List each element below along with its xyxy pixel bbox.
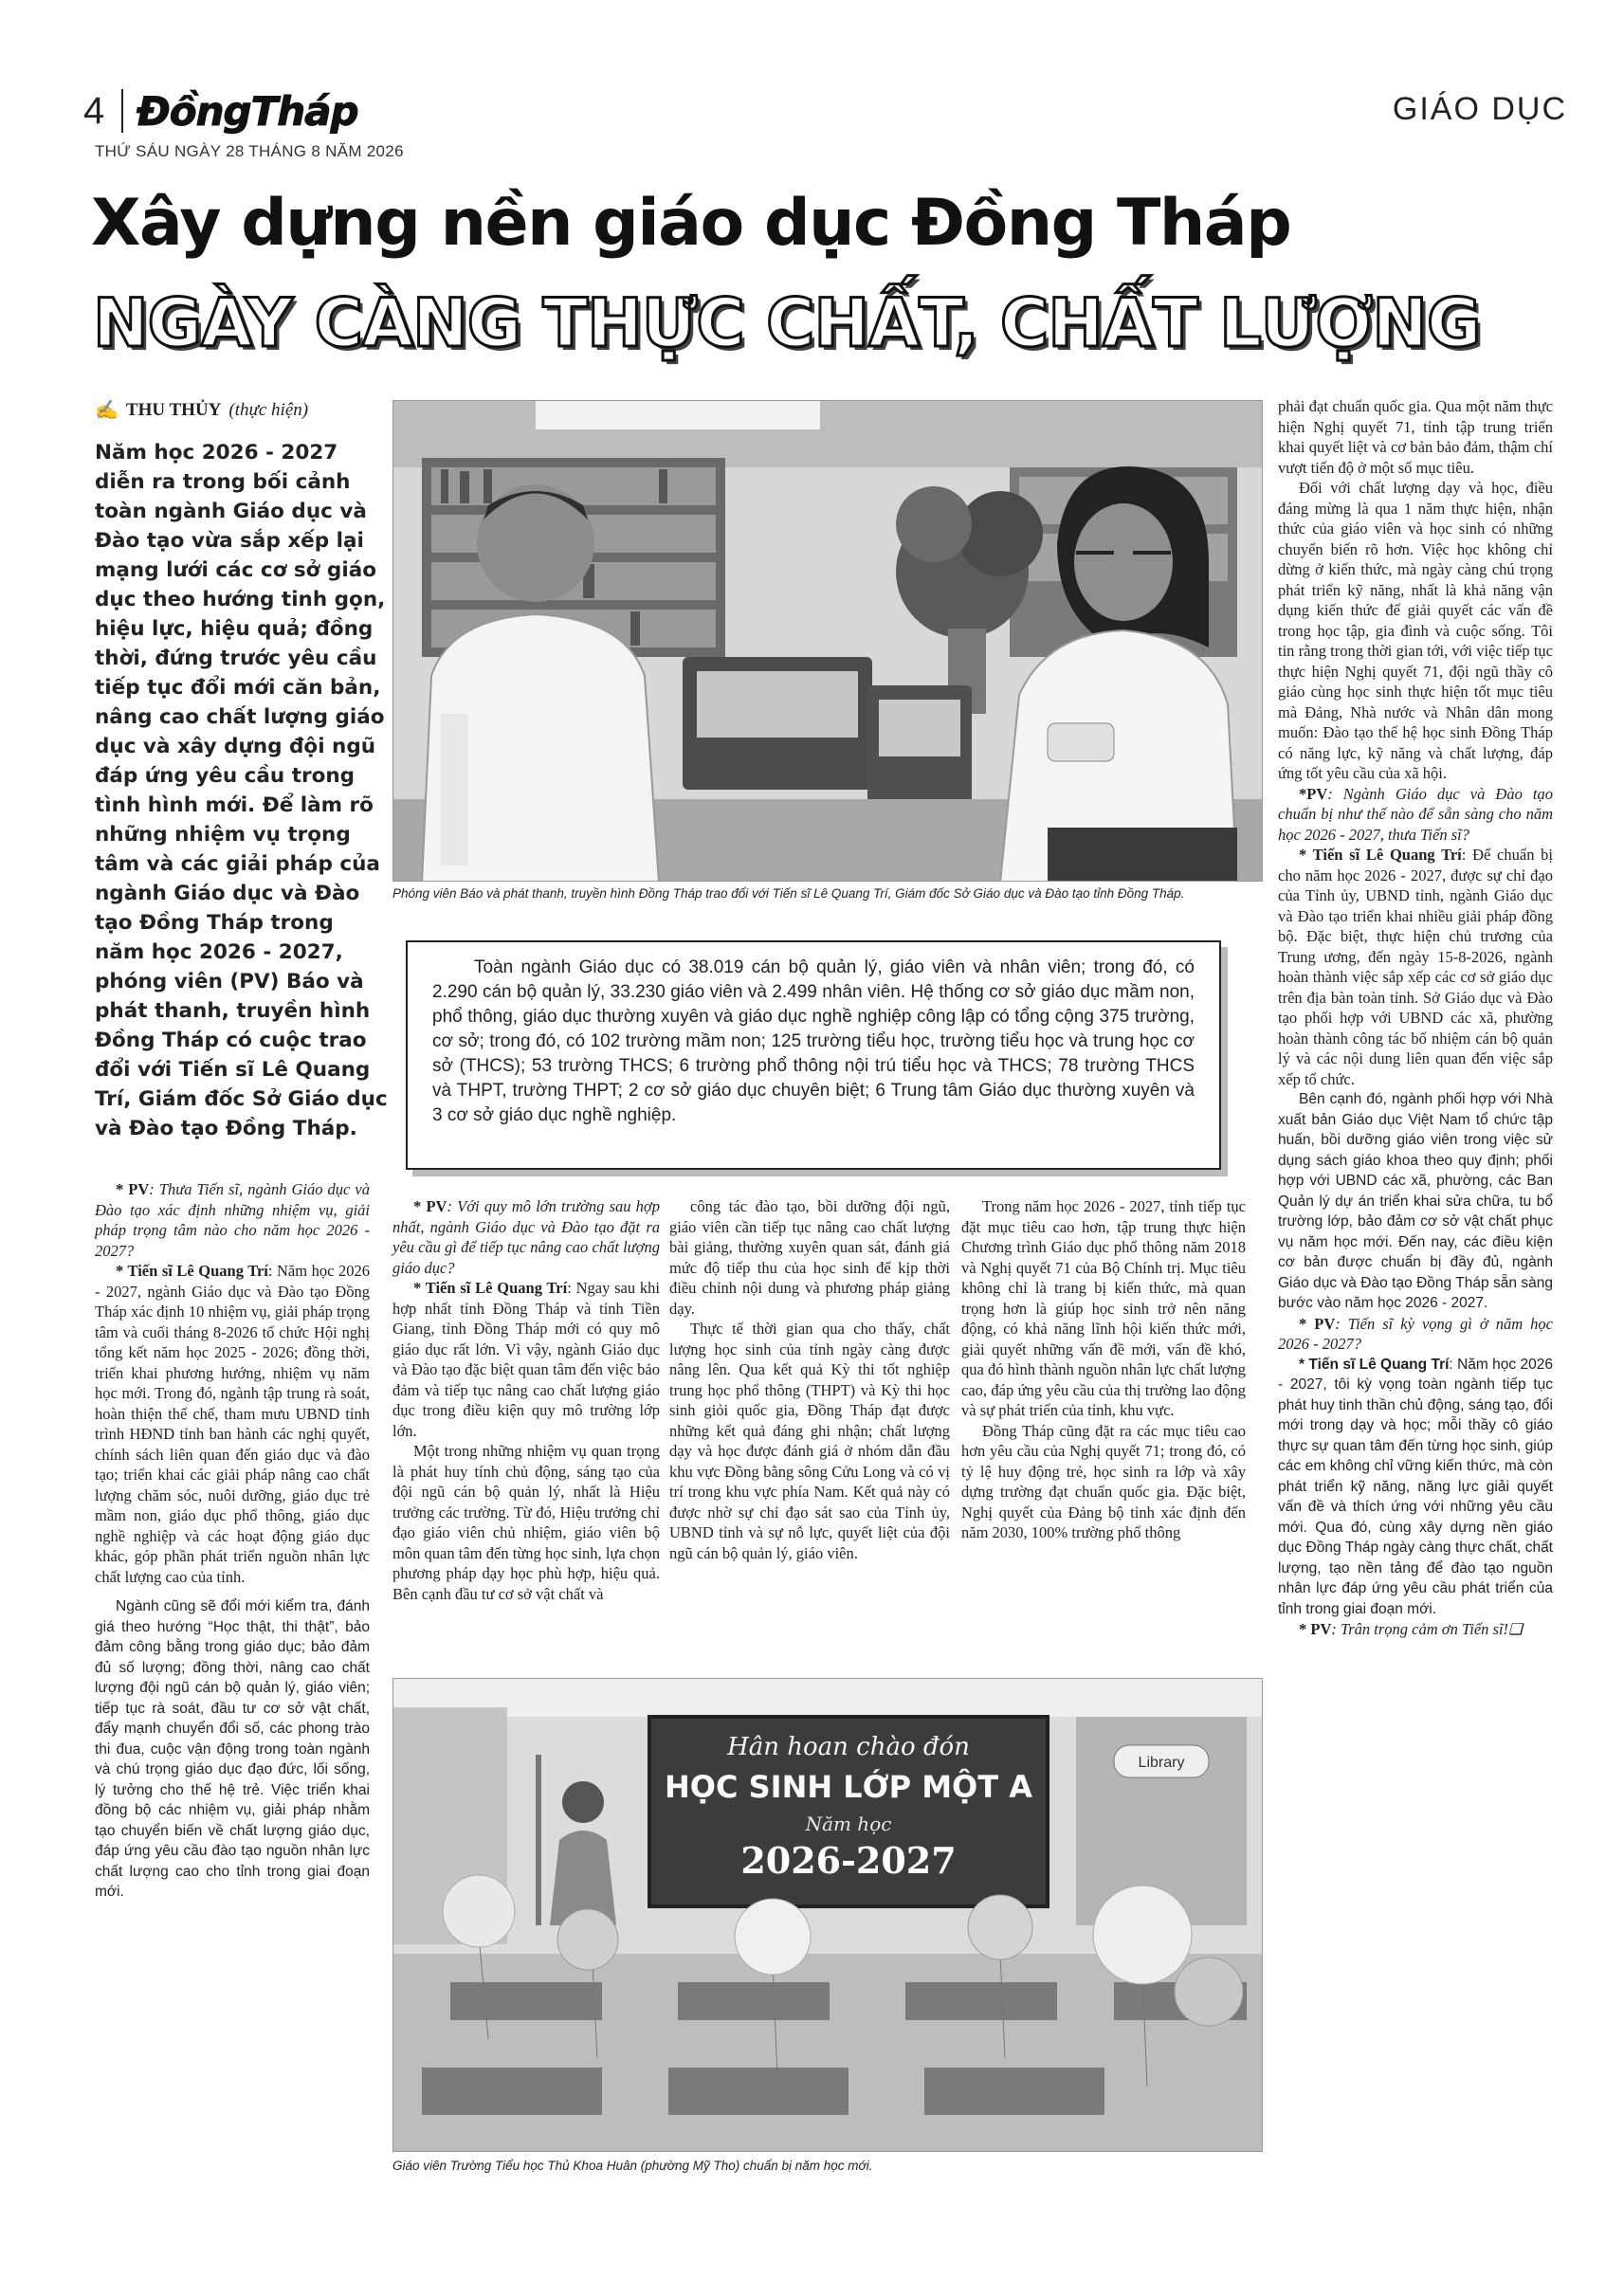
- board-text-line2: HỌC SINH LỚP MỘT A: [665, 1769, 1032, 1805]
- answer-3-label: * Tiến sĩ Lê Quang Trí: [1299, 846, 1462, 864]
- answer-2-text: : Ngay sau khi hợp nhất tỉnh Đồng Tháp và tỉnh Tiền Giang, tỉnh Đồng Tháp mới có quy mô giáo dục rất lớn. Vì vậy, ngành Giáo dục và Đào tạo đặc biệt quan tâm đến việc bảo đảm và tiếp tục nâng cao chất lượng giáo dục trong điều kiện quy mô trường lớp lớn.: [392, 1279, 661, 1440]
- board-text-line3: Năm học: [805, 1813, 892, 1835]
- classroom-photo: [392, 1678, 1263, 2152]
- answer-1-para-2: Ngành cũng sẽ đổi mới kiểm tra, đánh giá theo hướng “Học thật, thi thật”, bảo đảm công bằng trong giáo dục; bảo đảm đủ số lượng; đồng thời, nâng cao chất lượng đội ngũ cán bộ quản lý, giáo viên; tiếp tục rà soát, đầu tư cơ sở vật chất, đẩy mạnh chuyển đổi số, các phong trào thi đua, cuộc vận động trong toàn ngành và chú trọng giáo dục đạo đức, lối sống, lý tưởng cho thế hệ trẻ. Việc triển khai đồng bộ các nhiệm vụ, giải pháp nhằm tạo chuyển biến về chất lượng giáo dục, đáp ứng yêu cầu đào tạo nguồn nhân lực chất lượng cao cho tỉnh trong giai đoạn mới.: [95, 1598, 370, 1900]
- question-2-label: * PV: [413, 1197, 447, 1215]
- question-3: [1278, 784, 1553, 846]
- classroom-photo-image: [393, 1679, 1263, 2152]
- article-lead: Năm học 2026 - 2027 diễn ra trong bối cảnh toàn ngành Giáo dục và Đào tạo vừa sắp xếp lại mạng lưới các cơ sở giáo dục theo hướng tinh gọn, hiệu lực, hiệu quả; đồng thời, đứng trước yêu cầu tiếp tục đổi mới căn bản, nâng cao chất lượng giáo dục và xây dựng đội ngũ đáp ứng yêu cầu trong tình hình mới. Để làm rõ những nhiệm vụ trọng tâm và các giải pháp của ngành Giáo dục và Đào tạo Đồng Tháp trong năm học 2026 - 2027, phóng viên (PV) Báo và phát thanh, truyền hình Đồng Tháp có cuộc trao đổi với Tiến sĩ Lê Quang Trí, Giám đốc Sở Giáo dục và Đào tạo Đồng Tháp.: [95, 441, 388, 1140]
- answer-1-label: * Tiến sĩ Lê Quang Trí: [116, 1262, 268, 1280]
- byline-author: THU THỦY: [125, 399, 222, 420]
- brand-logo: ĐồngTháp: [137, 87, 358, 135]
- column-4-para-1: Trong năm học 2026 - 2027, tỉnh tiếp tục đặt mục tiêu cao hơn, tập trung thực hiện Chương trình Giáo dục phổ thông năm 2018 và Nghị quyết 71 của Bộ Chính trị. Mục tiêu không chỉ là trang bị kiến thức, mà quan trọng hơn là giúp học sinh trở nên năng động, có khả năng lĩnh hội kiến thức mới, giải quyết những vấn đề mới, vấn đề khó, qua đó hình thành nguồn nhân lực chất lượng cao, đáp ứng yêu cầu của thị trường lao động và sự phát triển của tỉnh, khu vực.: [961, 1197, 1246, 1419]
- question-1-text: : Thưa Tiến sĩ, ngành Giáo dục và Đào tạo xác định những nhiệm vụ, giải pháp trọng tâm nào cho năm học 2026 - 2027?: [95, 1180, 370, 1260]
- column-3-para-2: Thực tế thời gian qua cho thấy, chất lượng học sinh của tỉnh ngày càng được nâng lên. Qua kết quả Kỳ thi tốt nghiệp trung học phổ thông (THPT) và Kỳ thi học sinh giỏi quốc gia, Đồng Tháp đạt được những kết quả đáng ghi nhận; chất lượng dạy và học được đánh giá ở nhóm dẫn đầu khu vực Đồng bằng sông Cửu Long và có vị trí trong khu vực phía Nam. Kết quả này có được nhờ sự chỉ đạo sát sao của Tỉnh ủy, UBND tỉnh và sự nỗ lực, quyết liệt của đội ngũ cán bộ quản lý, giáo viên.: [669, 1320, 950, 1562]
- section-label: GIÁO DỤC: [1392, 91, 1567, 127]
- question-4: [1278, 1314, 1553, 1355]
- column-5: [1278, 396, 1553, 1640]
- answer-2-label: * Tiến sĩ Lê Quang Trí: [413, 1279, 568, 1297]
- question-4-text: : Tiến sĩ kỳ vọng gì ở năm học 2026 - 2027?: [1278, 1314, 1553, 1353]
- closing-line: [1278, 1619, 1553, 1640]
- headline-line2: NGÀY CÀNG THỰC CHẤT, CHẤT LƯỢNG: [93, 284, 1481, 362]
- column-5-para-1: phải đạt chuẩn quốc gia. Qua một năm thực hiện Nghị quyết 71, tỉnh tập trung triển khai quyết liệt và cơ bản bảo đảm, thậm chí vượt tiến độ ở một số mục tiêu.: [1278, 397, 1553, 477]
- column-4-para-2: Đồng Tháp cũng đặt ra các mục tiêu cao hơn yêu cầu của Nghị quyết 71; trong đó, có tỷ lệ huy động trẻ, học sinh ra lớp và xây dựng trường đạt chuẩn quốc gia. Đặc biệt, Nghị quyết của Đảng bộ tỉnh xác định đến năm 2030, 100% trường phổ thông: [961, 1421, 1246, 1541]
- column-1: [95, 1179, 370, 1903]
- answer-3-para-2: Bên cạnh đó, ngành phối hợp với Nhà xuất bản Giáo dục Việt Nam tổ chức tập huấn, bồi dưỡng giáo viên trong việc sử dụng sách giáo khoa theo quy định; phối hợp với UBND các xã, phường, các Ban Quản lý dự án triển khai sửa chữa, tu bổ trường lớp, bảo đảm cơ sở vật chất phục vụ năm học mới. Đến nay, các điều kiện cơ bản được chuẩn bị đầy đủ, ngành Giáo dục và Đào tạo Đồng Tháp sẵn sàng bước vào năm học 2026 - 2027.: [1278, 1091, 1553, 1311]
- interview-photo: [392, 400, 1263, 882]
- question-3-label: *PV: [1299, 784, 1328, 803]
- answer-4-label: * Tiến sĩ Lê Quang Trí: [1299, 1356, 1450, 1373]
- fact-box: [406, 940, 1221, 1170]
- question-1-label: * PV: [116, 1180, 150, 1198]
- column-2: [392, 1196, 660, 1604]
- byline: [95, 398, 308, 422]
- issue-date: THỨ SÁU NGÀY 28 THÁNG 8 NĂM 2026: [95, 142, 404, 160]
- question-2: [392, 1196, 660, 1278]
- question-3-text: : Ngành Giáo dục và Đào tạo chuẩn bị như thế nào để sẵn sàng cho năm học 2026 - 2027, thưa Tiến sĩ?: [1278, 784, 1553, 844]
- interview-photo-image: [393, 401, 1263, 882]
- interview-photo-caption: Phóng viên Báo và phát thanh, truyền hình Đồng Tháp trao đổi với Tiến sĩ Lê Quang Trí, Giám đốc Sở Giáo dục và Đào tạo tỉnh Đồng Tháp.: [392, 886, 1185, 901]
- answer-3: [1278, 845, 1553, 1089]
- masthead: [83, 85, 358, 137]
- question-1: [95, 1179, 370, 1261]
- answer-1-text: : Năm học 2026 - 2027, ngành Giáo dục và Đào tạo Đồng Tháp xác định 10 nhiệm vụ, giải pháp trọng tâm và cuối tháng 8-2026 tổ chức Hội nghị tổng kết năm học 2025 - 2026; đồng thời, triển khai phương hướng, nhiệm vụ năm học mới. Trong đó, ngành tập trung rà soát, hoàn thiện thể chế, tham mưu UBND tỉnh trình HĐND tỉnh ban hành các nghị quyết, chính sách liên quan đến giáo dục và đào tạo; triển khai các giải pháp nâng cao chất lượng chăm sóc, nuôi dưỡng, giáo dục trẻ mầm non, giáo dục phổ thông, giáo dục nghề nghiệp và các hoạt động giáo dục khác, góp phần phát triển nguồn nhân lực chất lượng cao của tỉnh.: [95, 1262, 371, 1586]
- answer-4-text: : Năm học 2026 - 2027, tôi kỳ vọng toàn ngành tiếp tục phát huy tinh thần chủ động, sáng tạo, đổi mới trong dạy và học; mỗi thầy cô giáo thực sự quan tâm đến từng học sinh, giúp các em không chỉ vững kiến thức, mà còn phát triển kỹ năng, năng lực giải quyết vấn đề và thích ứng với những yêu cầu mới. Qua đó, cùng xây dựng nền giáo dục Đồng Tháp ngày càng thực chất, chất lượng, tạo nền tảng để đào tạo nguồn nhân lực đáp ứng yêu cầu phát triển của tỉnh trong giai đoạn mới.: [1278, 1356, 1553, 1617]
- question-2-text: : Với quy mô lớn trường sau hợp nhất, ngành Giáo dục và Đào tạo đặt ra yêu cầu gì để tiếp tục nâng cao chất lượng giáo dục?: [392, 1197, 660, 1277]
- answer-2-para-2: Một trong những nhiệm vụ quan trọng là phát huy tính chủ động, sáng tạo của đội ngũ cán bộ quản lý, nhất là Hiệu trưởng các trường. Từ đó, Hiệu trưởng chỉ đạo giáo viên chủ nhiệm, giáo viên bộ môn quan tâm đến từng học sinh, lựa chọn phương pháp dạy học phù hợp, hiệu quả. Bên cạnh đầu tư cơ sở vật chất và: [392, 1442, 660, 1603]
- column-3: [669, 1196, 950, 1563]
- column-5-para-2: Đối với chất lượng dạy và học, điều đáng mừng là qua 1 năm thực hiện, nhận thức của giáo viên và học sinh có những chuyển biến rõ hơn. Việc học không chỉ dừng ở kiến thức, mà ngày càng chú trọng phát triển kỹ năng, nhất là khả năng vận dụng kiến thức để giải quyết các vấn đề trong học tập, gia đình và cuộc sống. Tôi tin rằng trong thời gian tới, với việc tiếp tục thực hiện Nghị quyết 71, đội ngũ thầy cô giáo cùng học sinh thực hiện tốt mục tiêu mà Đảng, Nhà nước và Nhân dân mong muốn: Đào tạo thế hệ học sinh Đồng Tháp có năng lực, kỹ năng và chất lượng, đáp ứng tốt yêu cầu của xã hội.: [1278, 479, 1553, 782]
- headline-line1: Xây dựng nền giáo dục Đồng Tháp: [91, 186, 1291, 261]
- end-mark-icon: ❏: [1508, 1620, 1523, 1638]
- closing-label: * PV: [1299, 1620, 1332, 1638]
- question-4-label: * PV: [1299, 1314, 1336, 1333]
- library-sign-text: Library: [1138, 1755, 1185, 1771]
- classroom-photo-caption: Giáo viên Trường Tiểu học Thủ Khoa Huân (phường Mỹ Tho) chuẩn bị năm học mới.: [392, 2159, 873, 2173]
- closing-text: : Trân trọng cảm ơn Tiến sĩ!: [1331, 1620, 1509, 1638]
- byline-role: (thực hiện): [228, 399, 309, 420]
- page-number: 4: [83, 89, 123, 133]
- fact-box-text: Toàn ngành Giáo dục có 38.019 cán bộ quản lý, giáo viên và nhân viên; trong đó, có 2.290 cán bộ quản lý, 33.230 giáo viên và 2.499 nhân viên. Hệ thống cơ sở giáo dục mầm non, phổ thông, giáo dục thường xuyên và giáo dục nghề nghiệp công lập có tổng cộng 375 trường, cơ sở; trong đó, có 102 trường mầm non; 125 trường tiểu học, trường tiểu học và trung học cơ sở (THCS); 53 trường THCS; 6 trường phổ thông nội trú tiểu học và THCS; 78 trường THCS và THPT, trường THPT; 2 cơ sở giáo dục chuyên biệt; 6 Trung tâm Giáo dục thường xuyên và 3 cơ sở giáo dục nghề nghiệp.: [432, 957, 1195, 1125]
- board-text-line1: Hân hoan chào đón: [727, 1733, 970, 1761]
- pen-icon: ✍: [95, 400, 119, 421]
- answer-1: [95, 1261, 370, 1587]
- column-3-para-1: công tác đào tạo, bồi dưỡng đội ngũ, giáo viên cần tiếp tục nâng cao chất lượng bài giảng, thường xuyên quan sát, đánh giá mức độ tiếp thu của học sinh để kịp thời điều chỉnh nội dung và phương pháp giảng dạy.: [669, 1197, 950, 1318]
- answer-3-text: : Để chuẩn bị cho năm học 2026 - 2027, được sự chỉ đạo của Tỉnh ủy, UBND tỉnh, ngành Giáo dục và Đào tạo triển khai nhiều giải pháp đồng bộ. Đặc biệt, thực hiện chủ trương của Trung ương, đến ngày 15-8-2026, ngành hoàn thành việc sắp xếp các cơ sở giáo dục trên địa bàn toàn tỉnh. Sở Giáo dục và Đào tạo phối hợp với UBND các xã, phường hoàn thành công tác bố nhiệm cán bộ quản lý và các nội dung liên quan đến việc sắp xếp tổ chức.: [1278, 846, 1554, 1088]
- answer-4: [1278, 1355, 1553, 1620]
- board-text-line4: 2026-2027: [740, 1839, 957, 1882]
- answer-2: [392, 1278, 660, 1441]
- column-4: [961, 1196, 1246, 1543]
